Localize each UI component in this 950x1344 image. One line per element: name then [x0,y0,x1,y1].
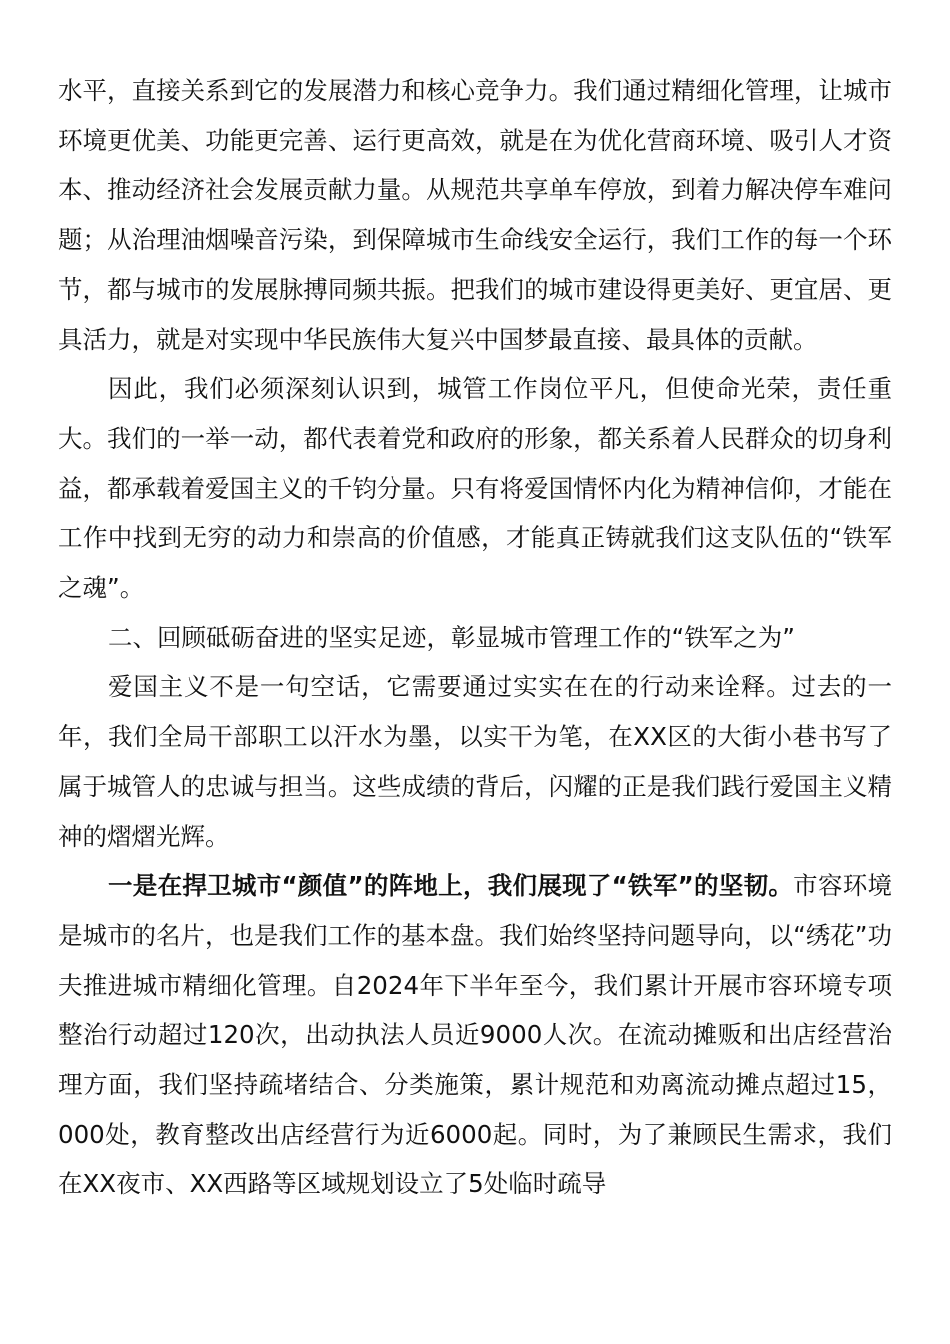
paragraph-city-appearance [58,861,892,1209]
paragraph-responsibility: 因此，我们必须深刻认识到，城管工作岗位平凡，但使命光荣，责任重大。我们的一举一动，都代表着党和政府的形象，都关系着人民群众的切身利益，都承载着爱国主义的千钧分量。只有将爱国情怀内化为精神信仰，才能在工作中找到无穷的动力和崇高的价值感，才能真正铸就我们这支队伍的“铁军之魂”。 [58,374,892,603]
paragraph-achievements-intro: 爱国主义不是一句空话，它需要通过实实在在的行动来诠释。过去的一年，我们全局干部职工以汗水为墨，以实干为笔，在XX区的大街小巷书写了属于城管人的忠诚与担当。这些成绩的背后，闪耀的正是我们践行爱国主义精神的熠熠光辉。 [58,672,892,851]
paragraph-body: 市容环境是城市的名片，也是我们工作的基本盘。我们始终坚持问题导向，以“绣花”功夫推进城市精细化管理。自2024年下半年至今，我们累计开展市容环境专项整治行动超过120次，出动执法人员近9000人次。在流动摊贩和出店经营治理方面，我们坚持疏堵结合、分类施策，累计规范和劝离流动摊点超过15，000处，教育整改出店经营行为近6000起。同时，为了兼顾民生需求，我们在XX夜市、XX西路等区域规划设立了5处临时疏导 [58,871,893,1199]
document-page [58,66,892,1209]
paragraph-continuation: 水平，直接关系到它的发展潜力和核心竞争力。我们通过精细化管理，让城市环境更优美、功能更完善、运行更高效，就是在为优化营商环境、吸引人才资本、推动经济社会发展贡献力量。从规范共享单车停放，到着力解决停车难问题；从治理油烟噪音污染，到保障城市生命线安全运行，我们工作的每一个环节，都与城市的发展脉搏同频共振。把我们的城市建设得更美好、更宜居、更具活力，就是对实现中华民族伟大复兴中国梦最直接、最具体的贡献。 [58,76,892,354]
paragraph-bold-lead: 一是在捍卫城市“颜值”的阵地上，我们展现了“铁军”的坚韧。 [108,871,794,901]
section-heading-2: 二、回顾砥砺奋进的坚实足迹，彰显城市管理工作的“铁军之为” [108,622,795,652]
